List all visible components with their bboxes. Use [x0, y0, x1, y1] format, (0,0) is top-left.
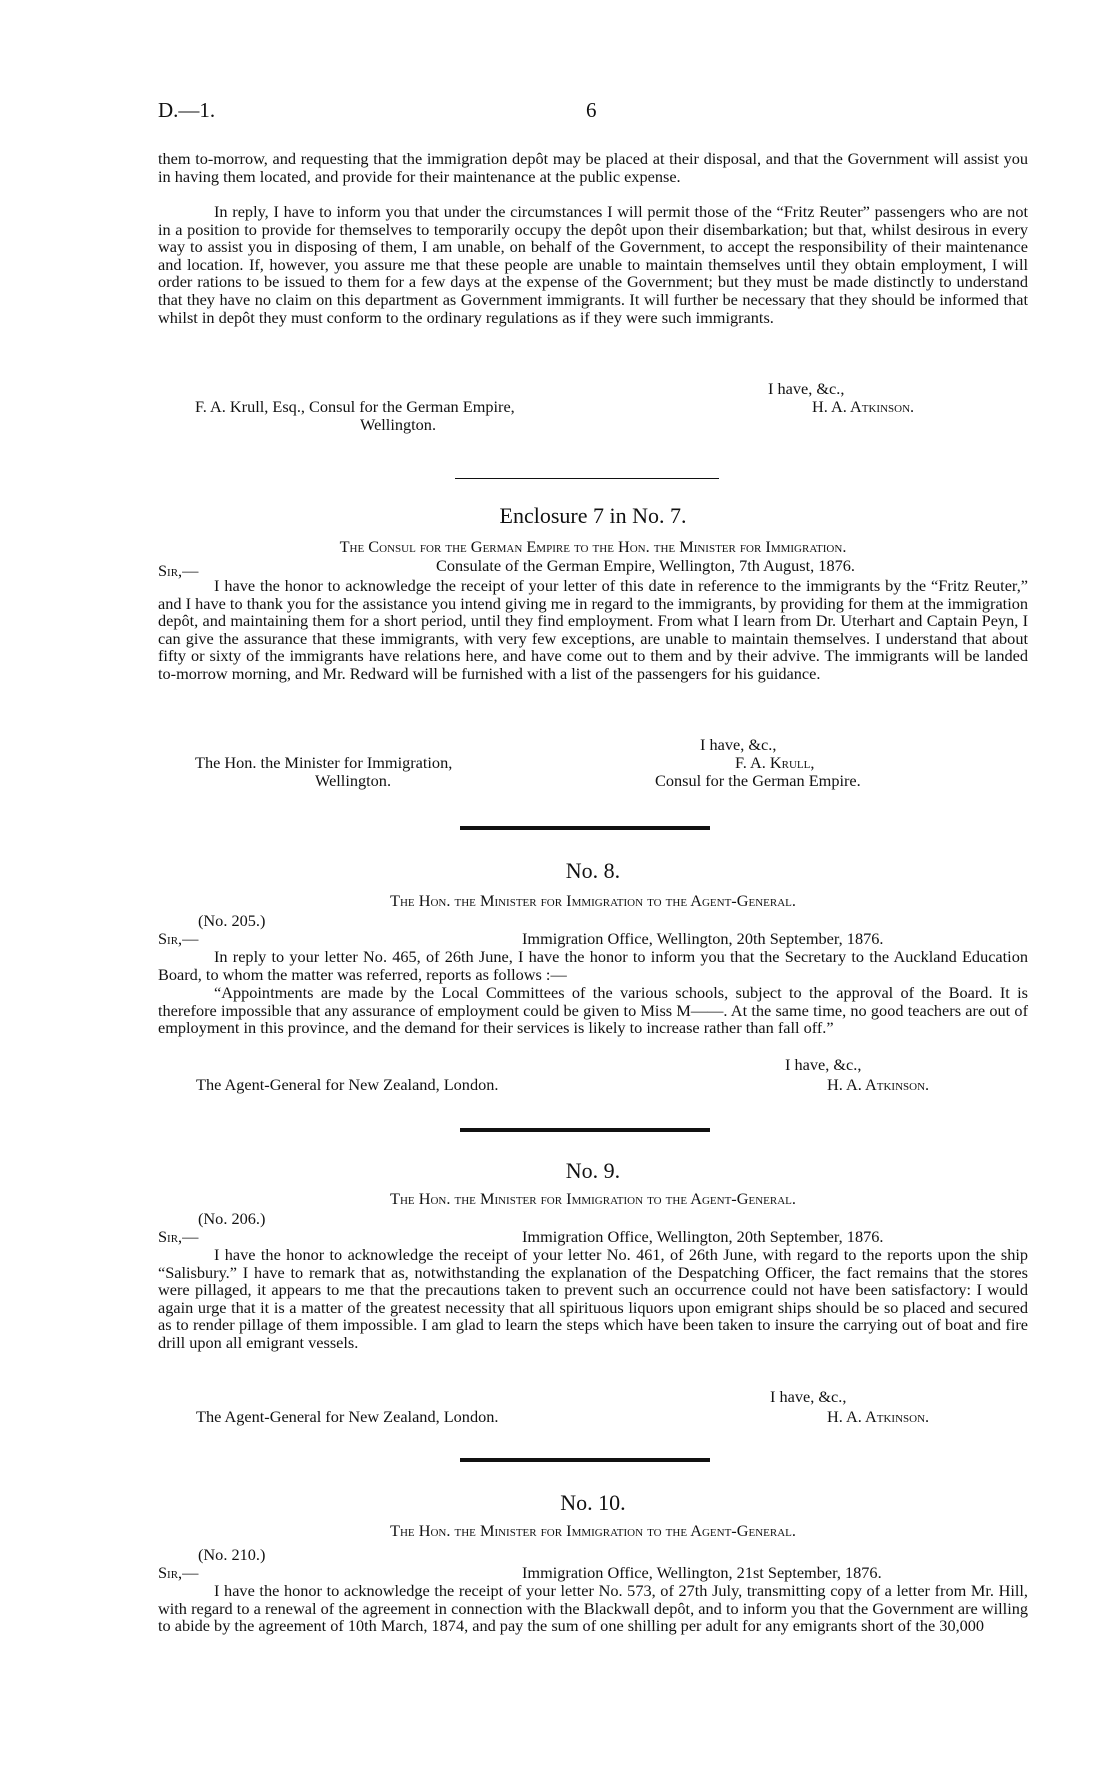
no-9-subheading: The Hon. the Minister for Immigration to the Agent-General.: [390, 1189, 796, 1208]
intro-signature: H. A. Atkinson.: [812, 397, 915, 416]
no-8-salutation: Sir,—: [158, 929, 199, 948]
no-10-body: I have the honor to acknowledge the receipt of your letter No. 573, of 27th July, transmitting copy of a letter from Mr. Hill, with regard to a renewal of the agreement in connection with the Blackwall depôt, and to inform you that the Government are willing to abide by the agreement of 10th March, 1874, and pay the sum of one shilling per adult for any emigrants short of the 30,000: [158, 1581, 1028, 1636]
section-divider: [455, 478, 719, 479]
no-8-closing: I have, &c.,: [785, 1055, 862, 1074]
enclosure-7-dateline: Consulate of the German Empire, Wellington, 7th August, 1876.: [436, 556, 855, 575]
no-10-heading: No. 10.: [560, 1490, 626, 1515]
no-9-closing: I have, &c.,: [770, 1387, 847, 1406]
enclosure-7-body: I have the honor to acknowledge the receipt of your letter of this date in reference to the immigrants by the “Fritz Reuter,” and I have to thank you for the assistance you intend giving me in regard to the immigrants, by providing for them at the immigration depôt, and maintaining them for a short period, until they find employment. From what I learn from Dr. Uterhart and Captain Peyn, I can give the assurance that these immigrants, with very few exceptions, are unable to maintain themselves. I understand that about fifty or sixty of the immigrants have relations here, and have come out to them and by their advive. The immigrants will be landed to-morrow morning, and Mr. Redward will be furnished with a list of the passengers for his guidance.: [158, 576, 1028, 683]
no-9-salutation: Sir,—: [158, 1227, 199, 1246]
section-divider: [460, 1458, 710, 1462]
no-8-subheading: The Hon. the Minister for Immigration to the Agent-General.: [390, 891, 796, 910]
enclosure-7-closing: I have, &c.,: [700, 735, 777, 754]
intro-paragraph-2: In reply, I have to inform you that under the circumstances I will permit those of the “Fritz Reuter” passengers who are not in a position to provide for themselves to temporarily occupy the depôt upon their disembarkation; but that, whilst desirous in every way to assist you in disposing of them, I am unable, on behalf of the Government, to accept the responsibility of their maintenance and location. If, however, you assure me that these people are unable to maintain themselves until they obtain employment, I will order rations to be issued to them for a few days at the expense of the Government; but they must be made distinctly to understand that they have no claim on this department as Government immigrants. It will further be necessary that they should be informed that whilst in depôt they must conform to the ordinary regulations as if they were such immigrants.: [158, 202, 1028, 327]
document-reference: D.—1.: [158, 98, 216, 122]
no-8-body-1: In reply to your letter No. 465, of 26th June, I have the honor to inform you that the Secretary to the Auckland Education Board, to whom the matter was referred, reports as follows :—: [158, 947, 1028, 984]
enclosure-7-heading: Enclosure 7 in No. 7.: [499, 503, 687, 528]
section-divider: [460, 826, 710, 830]
no-10-salutation: Sir,—: [158, 1563, 199, 1582]
enclosure-7-signature: F. A. Krull,: [735, 753, 815, 772]
intro-addressee: F. A. Krull, Esq., Consul for the German Empire,: [195, 397, 515, 416]
no-9-signature: H. A. Atkinson.: [827, 1407, 930, 1426]
enclosure-7-subheading: The Consul for the German Empire to the Hon. the Minister for Immigration.: [339, 537, 847, 556]
intro-addressee-city: Wellington.: [360, 415, 437, 434]
no-9-dateline: Immigration Office, Wellington, 20th September, 1876.: [522, 1227, 884, 1246]
no-9-body: I have the honor to acknowledge the receipt of your letter No. 461, of 26th June, with regard to the reports upon the ship “Salisbury.” I have to remark that as, notwithstanding the explanation of the Despatching Officer, the fact remains that the stores were pillaged, it appears to me that the precautions taken to prevent such an occurrence could not have been satisfactory: I would again urge that it is a matter of the greatest necessity that all spirituous liquors upon emigrant ships should be so placed and secured as to render pillage of them impossible. I am glad to learn the steps which have been taken to insure the carrying out of boat and fire drill upon all emigrant vessels.: [158, 1245, 1028, 1352]
no-8-addressee: The Agent-General for New Zealand, London.: [196, 1075, 499, 1094]
no-8-body-2: “Appointments are made by the Local Committees of the various schools, subject to the approval of the Board. It is therefore impossible that any assurance of employment could be given to Miss M——. At the same time, no good teachers are out of employment in this province, and the demand for their services is likely to increase rather than fall off.”: [158, 983, 1028, 1038]
no-9-addressee: The Agent-General for New Zealand, London.: [196, 1407, 499, 1426]
no-8-signature: H. A. Atkinson.: [827, 1075, 930, 1094]
no-10-subheading: The Hon. the Minister for Immigration to the Agent-General.: [390, 1521, 796, 1540]
intro-closing: I have, &c.,: [768, 379, 845, 398]
intro-paragraph-1: them to-morrow, and requesting that the immigration depôt may be placed at their disposal, and that the Government will assist you in having them located, and provide for their maintenance at the public expense.: [158, 149, 1028, 186]
enclosure-7-addressee: The Hon. the Minister for Immigration,: [195, 753, 453, 772]
page-number: 6: [586, 98, 597, 122]
enclosure-7-addressee-city: Wellington.: [315, 771, 392, 790]
section-divider: [460, 1128, 710, 1132]
no-10-dateline: Immigration Office, Wellington, 21st September, 1876.: [522, 1563, 882, 1582]
no-9-heading: No. 9.: [565, 1158, 621, 1183]
no-9-reference: (No. 206.): [198, 1209, 266, 1228]
no-8-reference: (No. 205.): [198, 911, 266, 930]
no-8-heading: No. 8.: [565, 858, 621, 883]
enclosure-7-salutation: Sir,—: [158, 561, 199, 580]
enclosure-7-signature-title: Consul for the German Empire.: [655, 771, 861, 790]
no-8-dateline: Immigration Office, Wellington, 20th September, 1876.: [522, 929, 884, 948]
no-10-reference: (No. 210.): [198, 1545, 266, 1564]
